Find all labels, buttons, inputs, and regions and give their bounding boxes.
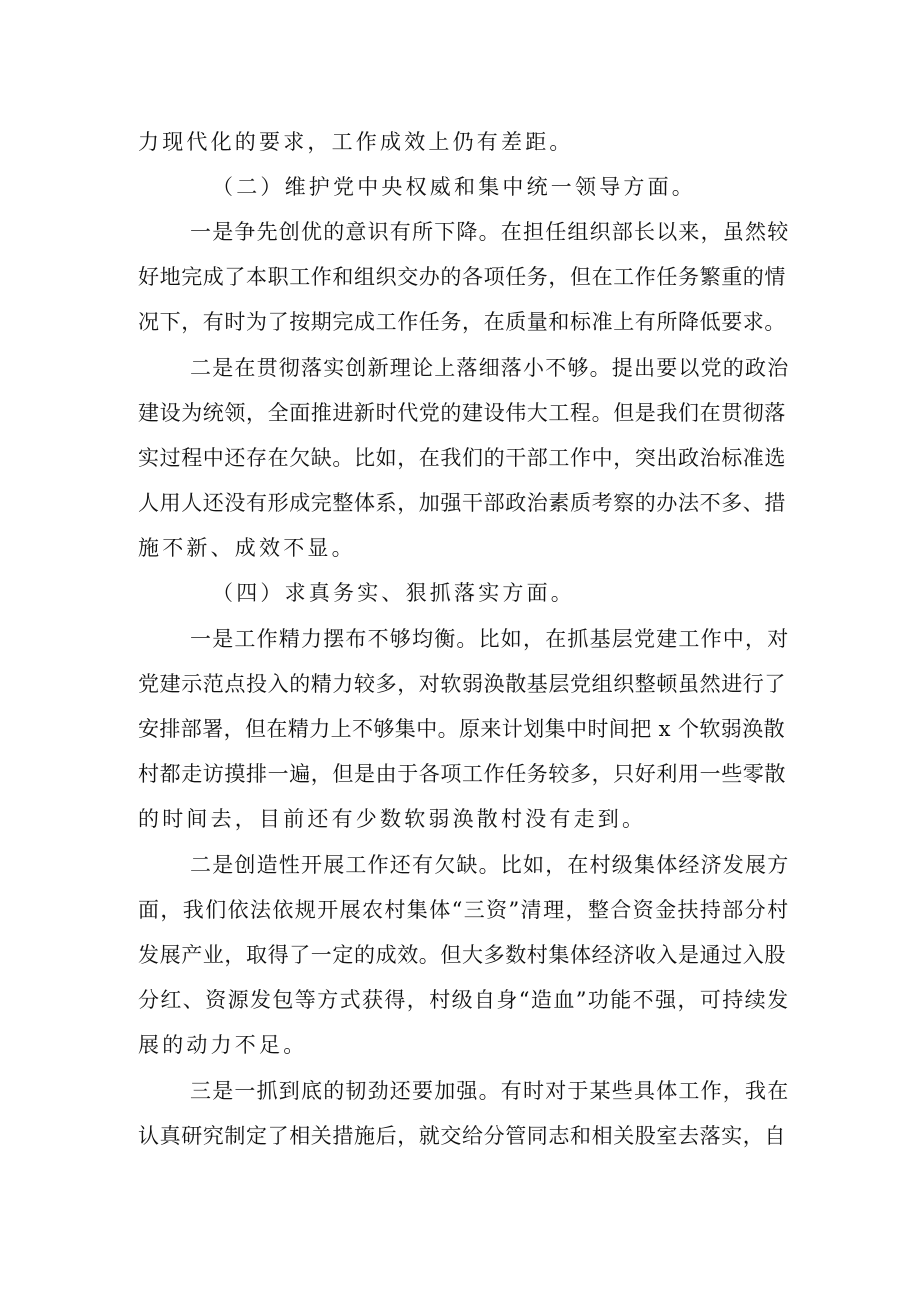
paragraph-line: 一是工作精力摆布不够均衡。比如，在抓基层党建工作中，对 [190, 627, 790, 651]
paragraph-line: 的时间去，目前还有少数软弱涣散村没有走到。 [138, 807, 647, 831]
paragraph-line: 二是在贯彻落实创新理论上落细落小不够。提出要以党的政治 [190, 356, 790, 380]
paragraph-line: 力现代化的要求，工作成效上仍有差距。 [138, 130, 574, 154]
paragraph-line: 人用人还没有形成完整体系，加强干部政治素质考察的办法不多、措 [138, 491, 786, 515]
paragraph-line: 三是一抓到底的韧劲还要加强。有时对于某些具体工作，我在 [190, 1079, 790, 1103]
paragraph-line: 展的动力不足。 [138, 1033, 308, 1057]
paragraph-line: 党建示范点投入的精力较多，对软弱涣散基层党组织整顿虽然进行了 [138, 672, 786, 696]
paragraph-line: 发展产业，取得了一定的成效。但大多数村集体经济收入是通过入股 [138, 943, 786, 967]
paragraph-line: 况下，有时为了按期完成工作任务，在质量和标准上有所降低要求。 [138, 310, 786, 334]
paragraph-line: 村都走访摸排一遍，但是由于各项工作任务较多，只好利用一些零散 [138, 762, 786, 786]
paragraph-line: 安排部署，但在精力上不够集中。原来计划集中时间把 x 个软弱涣散 [138, 717, 785, 741]
paragraph-line: 二是创造性开展工作还有欠缺。比如，在村级集体经济发展方 [190, 853, 790, 877]
paragraph-line: 分红、资源发包等方式获得，村级自身“造血”功能不强，可持续发 [138, 988, 790, 1012]
paragraph-line: 实过程中还存在欠缺。比如，在我们的干部工作中，突出政治标准选 [138, 446, 786, 470]
paragraph-line: 认真研究制定了相关措施后，就交给分管同志和相关股室去落实，自 [138, 1124, 786, 1148]
paragraph-line: 施不新、成效不显。 [138, 536, 356, 560]
paragraph-line: 面，我们依法依规开展农村集体“三资”清理，整合资金扶持部分村 [138, 898, 790, 922]
paragraph-line: 好地完成了本职工作和组织交办的各项任务，但在工作任务繁重的情 [138, 265, 786, 289]
section-heading: （四）求真务实、狠抓落实方面。 [212, 581, 575, 605]
paragraph-line: 一是争先创优的意识有所下降。在担任组织部长以来，虽然较 [190, 220, 790, 244]
section-heading: （二）维护党中央权威和集中统一领导方面。 [212, 175, 696, 199]
paragraph-line: 建设为统领，全面推进新时代党的建设伟大工程。但是我们在贯彻落 [138, 401, 786, 425]
